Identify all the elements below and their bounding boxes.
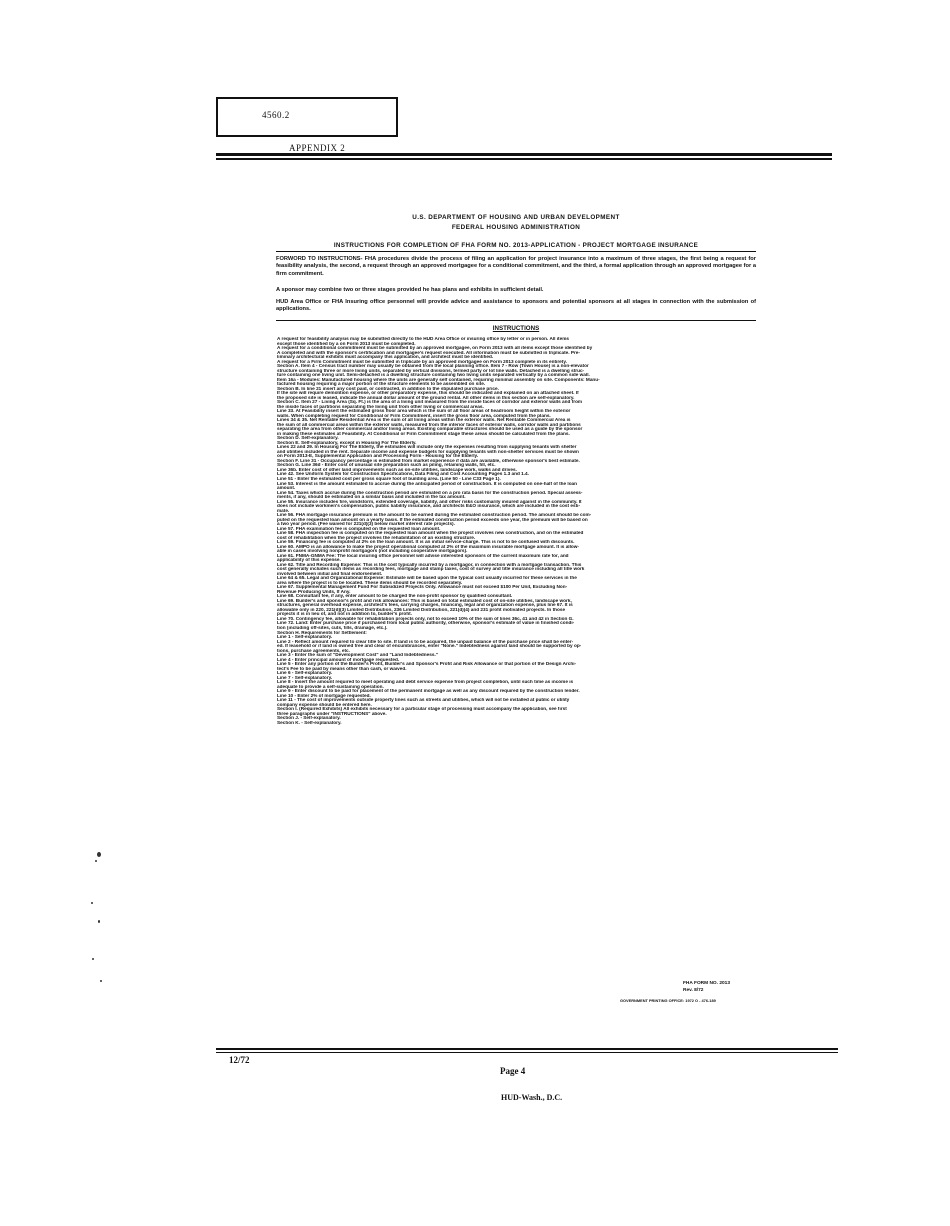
instruction-line: Line 1 - Self-explanatory. (277, 635, 333, 640)
document-number-box (216, 97, 398, 137)
section-rule (276, 320, 756, 321)
instruction-line: Line 9 - Enter discount to be paid for placement of the permanent mortgage as well as any discount required by the construction lender. (277, 689, 580, 694)
scan-speck (97, 852, 101, 857)
instruction-line: area where the project is to be located. These items should be recorded separately. (277, 580, 463, 585)
scan-speck (92, 958, 94, 960)
instruction-line: Line 67. Supplemental Management Fund For Subsidized Projects Only. Allowance must not exceed $100 Per Unit, Excluding Non- (277, 585, 568, 590)
instruction-line: Section E. Self-explanatory, except in Housing For The Elderly. (277, 440, 417, 445)
instruction-line: Line 3 - Enter the sum of "Development Cost" and "Land Indebtedness." (277, 653, 438, 658)
scan-speck (98, 920, 100, 923)
instruction-line: tion (including off-sites, cuts, fills, drainage, etc.). (277, 626, 388, 630)
instructions-body (277, 337, 755, 725)
instruction-line: A request for a conditional commitment must be submitted by an approved mortgagee, on Form 2013 with all items except those identified by (277, 346, 593, 351)
instruction-line: Line 36b. Enter cost of other land improvements such as on-site utilities, landscape work, walks and drives. (277, 467, 517, 472)
printing-office-note: GOVERNMENT PRINTING OFFICE: 1972 O - 476-189 (620, 998, 716, 1003)
header-rule (216, 153, 832, 156)
instruction-line: in making these estimates at Feasibility. At Conditional or Firm Commitment stage these areas should be calculated from the plans. (277, 431, 570, 436)
page-number: Page 4 (500, 1066, 526, 1076)
instruction-line: structures, general overhead expense, architect's fees, carrying charges, financing, legal and organization expense, plus line 67. It is (277, 603, 573, 608)
form-number: FHA FORM NO. 2013 (683, 981, 730, 986)
instructions-heading: INSTRUCTIONS (492, 325, 540, 332)
instruction-line: able in cases involving nonprofit mortgagors (not including cooperative mortgagors). (277, 549, 468, 554)
instruction-line: ments, if any, should be estimated on a similar basis and included in the tax amount. (277, 495, 466, 500)
instruction-line: applicability of this expense. (277, 558, 341, 563)
scan-speck (91, 902, 93, 904)
instruction-line: Line 5 - Enter any portion of the Builder's Profit, Builder's and Sponsor's Profit and Risk Allowance or that portion of the Design Archi- (277, 662, 577, 667)
instruction-line: walls. When completing request for Conditional or Firm Commitment, insert the gross floor area, computed from the plans. (277, 413, 551, 418)
foreword-paragraph: FORWORD TO INSTRUCTIONS- FHA procedures divide the process of filing an application for project insurance into a maximum of three stages, the first being a request for feasibility analysis, the second, a request through an approved mortgagee for a conditional commitment, and the third, a formal application through an approved mortgagee for a firm commitment. (276, 256, 756, 277)
advice-paragraph: HUD Area Office or FHA Insuring office personnel will provide advice and assistance to sponsors and potential sponsors at all stages in connection with the submission of applications. (276, 299, 756, 313)
instruction-line: puted on the requested loan amount on a yearly basis. If the estimated construction period exceeds one year, the premium will be based on (277, 517, 588, 522)
instruction-line: allowable only in 220, 221(d)(3) Limited Distribution, 236 Limited Distribution, 221(d)(4) and 231 profit motivated projects. In those (277, 607, 566, 612)
instruction-line: Line 69. Builder's and sponsor's profit and risk allowances: This is based on total estimated cost of on-site utilities, landscape work, (277, 598, 572, 603)
instruction-line: except those identified by a on Form 2013 must be completed. (277, 341, 416, 346)
instruction-line: Line 6 - Self-explanatory. (277, 671, 333, 676)
instruction-line: Line 58. FHA inspection fee is computed on the requested loan amount when the project involves new construction, and on the estimated (277, 531, 584, 536)
scan-speck (100, 980, 102, 982)
instruction-line: on Form 2013-E, Supplemental Application and Processing Form - Housing for the Elderly. (277, 454, 479, 459)
instruction-line: cost of rehabilitation when the project involves the rehabilitation of an existing structure. (277, 535, 476, 540)
instruction-line: Lines 22 and 29. In Housing For The Elderly, the estimates will include only the expenses resulting from supplying tenants with shelter (277, 445, 577, 450)
instruction-line: separating the area from other commercial and/or living areas. Existing comparable structures should be used as a guide by the sponsor (277, 427, 583, 432)
title-rule (276, 251, 756, 252)
instruction-line: Section D. Self-explanatory. (277, 436, 339, 441)
instruction-line: Section K. - Self-explanatory. (277, 720, 342, 725)
instruction-line: three paragraphs under "INSTRUCTIONS" above. (277, 711, 387, 716)
instruction-line: Line 4 - Enter principal amount of mortgage requested. (277, 657, 400, 662)
instruction-line: Line 53. Interest is the amount estimated to accrue during the anticipated period of construction. It is computed on one-half of the loan (277, 481, 578, 486)
sponsor-paragraph: A sponsor may combine two or three stages provided he has plans and exhibits in sufficient detail. (276, 287, 544, 293)
instruction-line: Line 68. Consultant fee, if any, enter amount to be charged the non-profit sponsor by qualified consultant. (277, 594, 513, 599)
instruction-line: Line 10 - Enter 2% of mortgage requested. (277, 693, 371, 698)
instruction-line: Section H. Requirements for Settlement: (277, 630, 367, 635)
instruction-line: does not include workmen's compensation, public liability insurance, and architects E&O insurance, which are included in the cost esti- (277, 504, 581, 509)
instruction-line: tions, purchase agreements, etc. (277, 648, 350, 653)
footer-rule (216, 1048, 838, 1050)
instruction-line: Line 2 - Reflect amount required to clear title to site. If land is to be acquired, the unpaid balance of the purchase price shall be enter- (277, 639, 574, 644)
instruction-line: Lines 34 & 35. Net Rentable Residential Area is the sum of all living areas within the exterior walls. Net Rentable Commercial Area is (277, 418, 571, 423)
issue-date: 12/72 (229, 1055, 250, 1065)
footer-rule-thin (216, 1052, 838, 1053)
appendix-label: APPENDIX 2 (289, 143, 346, 153)
instruction-line: Line 72. Land: Enter purchase price if purchased from local public authority, otherwise, sponsor's estimate of value in finished condi- (277, 621, 575, 626)
instruction-line: Item 16a - Modules: Manufactured housing where the units are generally self contained, requiring minimal assembly on site. Components: Manu- (277, 377, 600, 382)
instruction-line: Line 42. See Uniform System for Construction Specifications, Data Filing and Cost Accounting Pages 1.3 and 1.4. (277, 472, 529, 477)
instruction-line: Line 70. Contingency fee, allowable for rehabilitation projects only, not to exceed 10% of the sum of lines 36c, 41 and 42 in Section G. (277, 616, 574, 621)
instruction-line: the inside faces of partitions separating the living unit from other living or commercial areas. (277, 404, 484, 409)
instruction-line: structure containing three or more living units, separated by vertical divisions, termed party or lot line walls. Detached is a dwelling struc- (277, 368, 585, 373)
instruction-line: If the site will require demolition expense, or other preparatory expense, this should be indicated and explained on an attached sheet. If (277, 391, 579, 396)
scan-speck (95, 860, 97, 862)
instruction-line: company expense should be entered here. (277, 702, 372, 707)
instruction-line: the sum of all commercial areas within the exterior walls, measured from the interior faces of exterior walls, corridor walls and partitions (277, 422, 581, 427)
publication-place: HUD-Wash., D.C. (501, 1093, 563, 1102)
instruction-line: tect's Fee to be paid by means other than cash, or waived. (277, 666, 407, 671)
instruction-line: adequate to provide a self-sustaining operation. (277, 684, 384, 689)
instruction-line: ture containing one living unit. Semi-detached is a dwelling structure containing two living units separated vertically by a common side wall. (277, 373, 590, 378)
instruction-line: Line 61. FNMA-GNMA Fee: The local insuring office personnel will advise interested sponsors of the current maximum rate for, and (277, 553, 569, 558)
instruction-line: Line 51 - Enter the estimated cost per gross square foot of building area. (Line 50 - Line C33 Page 1). (277, 476, 501, 481)
instruction-line: Section F. Line 31 - Occupancy percentage is estimated from market experience if data are available, otherwise sponsor's best estimate. (277, 458, 580, 463)
instruction-line: Line 60. AMPO is an allowance to make the project operational computed at 2% of the maximum insurable mortgage amount. It is allow- (277, 544, 579, 549)
instruction-line: Section J. - Self-explanatory. (277, 716, 341, 721)
instruction-line: and utilities included in the rent. Separate income and expense budgets for supplying tenants with non-shelter services must be shown (277, 449, 579, 454)
instruction-line: Line 33. At Feasibility insert the estimated gross floor area which is the sum of all floor areas of headroom height within the exterior (277, 409, 571, 414)
agency-name: U.S. DEPARTMENT OF HOUSING AND URBAN DEVELOPMENT (412, 214, 620, 221)
instruction-line: Line 11 - The cost of improvements outside property lines such as streets and utilities, which will not be installed at public or utility (277, 698, 570, 703)
instruction-line: mate. (277, 508, 290, 513)
header-rule-thin (216, 158, 832, 160)
instruction-line: Section A. Item 4 - Census tract number may usually be obtained from the local planning office. Item 7 - Row (Town House) is a non-elevator (277, 364, 589, 369)
instruction-line: Line 64 & 65. Legal and Organizational Expense: Estimate will be based upon the typical cost usually incurred for these services in the (277, 576, 577, 581)
instruction-line: Line 62. Title and Recording Expense: This is the cost typically incurred by a mortgagor, in connection with a mortgage transaction. This (277, 562, 582, 567)
instruction-line: A request for feasibility analysis may be submitted directly to the HUD Area Office or insuring office by letter or in person. All items (277, 337, 569, 341)
instruction-line: A request for a Firm Commitment must be submitted in triplicate by an approved mortgagee on Form 2013 complete in its entirety. (277, 359, 567, 364)
instruction-line: involved between initial and final endorsement. (277, 571, 383, 576)
instruction-line: ed. If leasehold or if land is owned free and clear of encumbrances, enter "None." Indebtedness against land should be supported by op- (277, 644, 582, 649)
instruction-line: projects it is in lieu of, and not in addition to, builder's profit. (277, 612, 412, 617)
instruction-line: Line 59. Financing fee is computed at 2% on the loan amount. It is an initial service-charge. This is not to be confused with discounts. (277, 540, 575, 545)
instruction-line: Line 55. Insurance includes fire, windstorm, extended coverage, liability, and other risks customarily insured against in the community. It (277, 499, 582, 504)
instruction-line: Section B. In line 21 insert any cost paid, or contracted, in addition to the stipulated purchase price. (277, 386, 499, 391)
instruction-line: a two year period. (Fee waived for 221(d)(3) below market interest rate projects). (277, 522, 455, 527)
instruction-line: amount. (277, 486, 296, 491)
sub-agency-name: FEDERAL HOUSING ADMINISTRATION (451, 224, 581, 231)
instruction-line: Line 8 - Insert the amount required to meet operating and debt service expense from project completion, until such time as income is (277, 680, 574, 685)
instruction-line: Line 57. FHA examination fee is computed on the requested loan amount. (277, 526, 441, 531)
instruction-line: Line 54. Taxes which accrue during the construction period are estimated on a pro rata basis for the construction period. Special assess- (277, 490, 583, 495)
form-revision: Rev. 8/72 (683, 988, 704, 993)
instruction-line: Line 56. FHA mortgage insurance premium is the amount to be earned during the estimated construction period. The amount should be com- (277, 513, 592, 518)
instruction-line: Section C. Item 27 - Living Area (Sq. Ft.) is the area of a living unit measured from the inside faces of corridor and exterior walls and from (277, 400, 583, 405)
document-number: 4560.2 (262, 110, 290, 120)
instruction-line: A completed and with the sponsor's certification and mortgagee's request executed. All information must be submitted in triplicate. Pre- (277, 350, 580, 355)
instruction-line: Line 7 - Self-explanatory. (277, 675, 333, 680)
instruction-line: cost generally includes such items as recording fees, mortgage and stamp taxes, cost of survey and title insurance including all title work (277, 567, 585, 572)
instruction-line: the proposed site is leased, indicate the annual dollar amount of the ground rental. All other items in this section are self-explanatory. (277, 395, 575, 400)
instruction-line: liminary architectural exhibits must accompany this application, and architect must be identified. (277, 355, 494, 360)
instruction-line: Section G. Line 36d - Enter cost of unusual site preparation such as piling, retaining walls, fill, etc. (277, 463, 496, 468)
instruction-line: factured housing requiring a major portion of the structure elements to be assembled on site. (277, 382, 486, 387)
instruction-line: Section I. (Required Exhibits) All exhibits necessary for a particular stage of processing must accompany the application, see first (277, 707, 567, 712)
instruction-line: Revenue Producing Units, If Any. (277, 589, 351, 594)
form-title: INSTRUCTIONS FOR COMPLETION OF FHA FORM NO. 2013-APPLICATION - PROJECT MORTGAGE INSURANCE (333, 242, 699, 249)
